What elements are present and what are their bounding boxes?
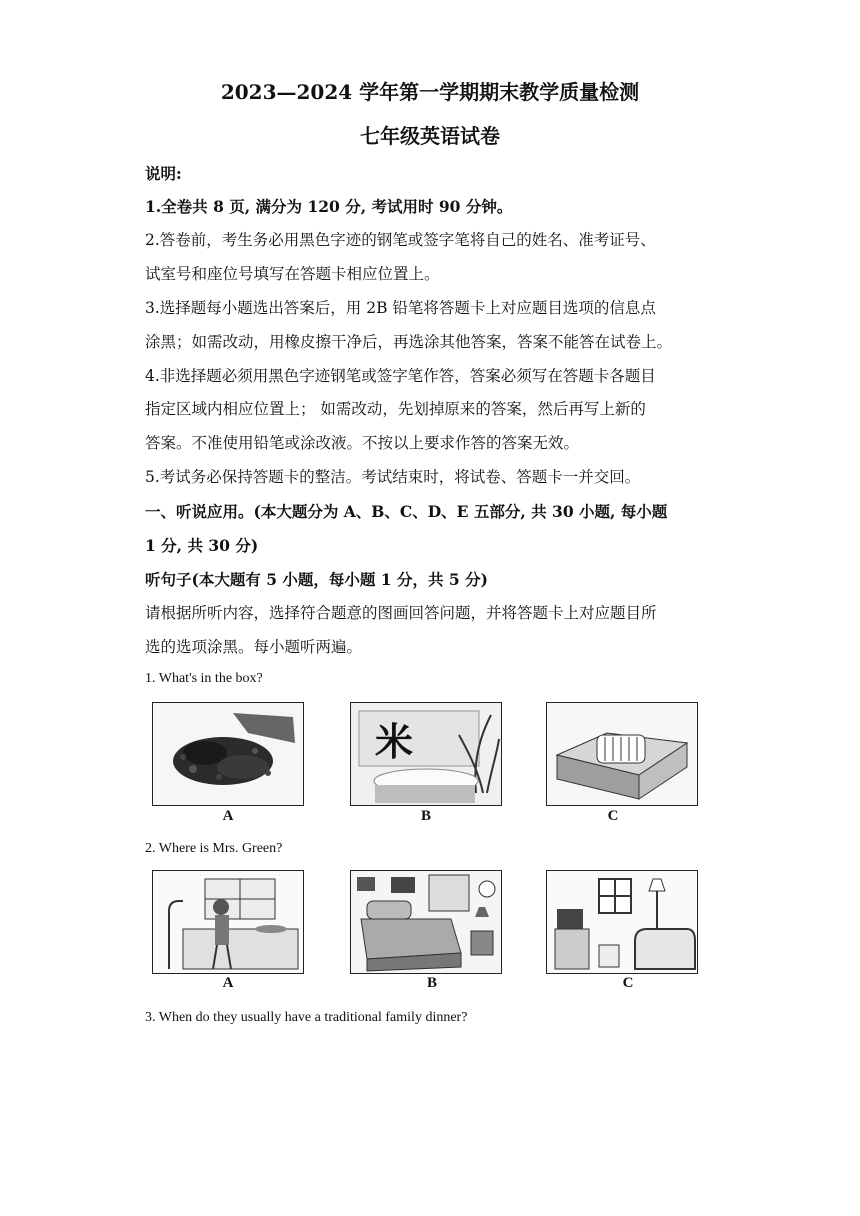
note-line-7: 指定区域内相应位置上； 如需改动，先划掉原来的答案，然后再写上新的 <box>145 400 646 418</box>
q1-option-a-label: A <box>222 808 234 824</box>
q1-option-b-picture <box>350 702 502 806</box>
note-line-3: 试室号和座位号填写在答题卡相应位置上。 <box>145 265 440 283</box>
section-heading-line-2: 1 分, 共 30 分) <box>145 536 259 555</box>
exam-title: 2023—2024 学年第一学期期末教学质量检测 <box>220 80 640 104</box>
kitchen-icon <box>153 871 303 973</box>
q2-option-c-label: C <box>622 975 634 991</box>
section-heading-line-1: 一、听说应用。(本大题分为 A、B、C、D、E 五部分, 共 30 小题, 每小题 <box>145 502 668 521</box>
q1-option-c-label: C <box>607 808 619 824</box>
note-line-9: 5.考试务必保持答题卡的整洁。考试结束时，将试卷、答题卡一并交回。 <box>145 468 641 486</box>
instruction-line-2: 选的选项涂黑。每小题听两遍。 <box>145 638 363 656</box>
notes-heading: 说明: <box>145 164 182 183</box>
living-room-icon <box>547 871 697 973</box>
question-1-text: 1. What's in the box? <box>145 671 263 686</box>
exam-subtitle: 七年级英语试卷 <box>360 124 500 148</box>
bedroom-icon <box>351 871 501 973</box>
part-heading: 听句子(本大题有 5 小题，每小题 1 分，共 5 分) <box>145 570 488 589</box>
question-2-text: 2. Where is Mrs. Green? <box>145 841 283 856</box>
note-line-6: 4.非选择题必须用黑色字迹钢笔或签字笔作答，答案必须写在答题卡各题目 <box>145 367 656 385</box>
note-line-5: 涂黑；如需改动，用橡皮擦干净后，再选涂其他答案，答案不能答在试卷上。 <box>145 333 673 351</box>
q1-option-b-label: B <box>420 808 431 824</box>
q2-option-a-picture <box>152 870 304 974</box>
q1-option-c-picture <box>546 702 698 806</box>
rice-character: 米 <box>375 720 414 764</box>
question-3-text: 3. When do they usually have a traditional family dinner? <box>145 1010 468 1025</box>
q2-option-b-picture <box>350 870 502 974</box>
note-line-1: 1.全卷共 8 页, 满分为 120 分, 考试用时 90 分钟。 <box>145 197 513 216</box>
instruction-line-1: 请根据所听内容，选择符合题意的图画回答问题，并将答题卡上对应题目所 <box>145 604 657 622</box>
q2-option-a-label: A <box>222 975 234 991</box>
q2-option-c-picture <box>546 870 698 974</box>
bread-box-icon <box>547 703 697 805</box>
rice-icon <box>351 703 501 805</box>
tea-leaves-icon <box>153 703 303 805</box>
note-line-8: 答案。不准使用铅笔或涂改液。不按以上要求作答的答案无效。 <box>145 434 580 452</box>
q2-option-b-label: B <box>426 975 437 991</box>
note-line-2: 2.答卷前，考生务必用黑色字迹的钢笔或签字笔将自己的姓名、准考证号、 <box>145 231 656 249</box>
q1-option-a-picture <box>152 702 304 806</box>
note-line-4: 3.选择题每小题选出答案后，用 2B 铅笔将答题卡上对应题目选项的信息点 <box>145 299 656 317</box>
